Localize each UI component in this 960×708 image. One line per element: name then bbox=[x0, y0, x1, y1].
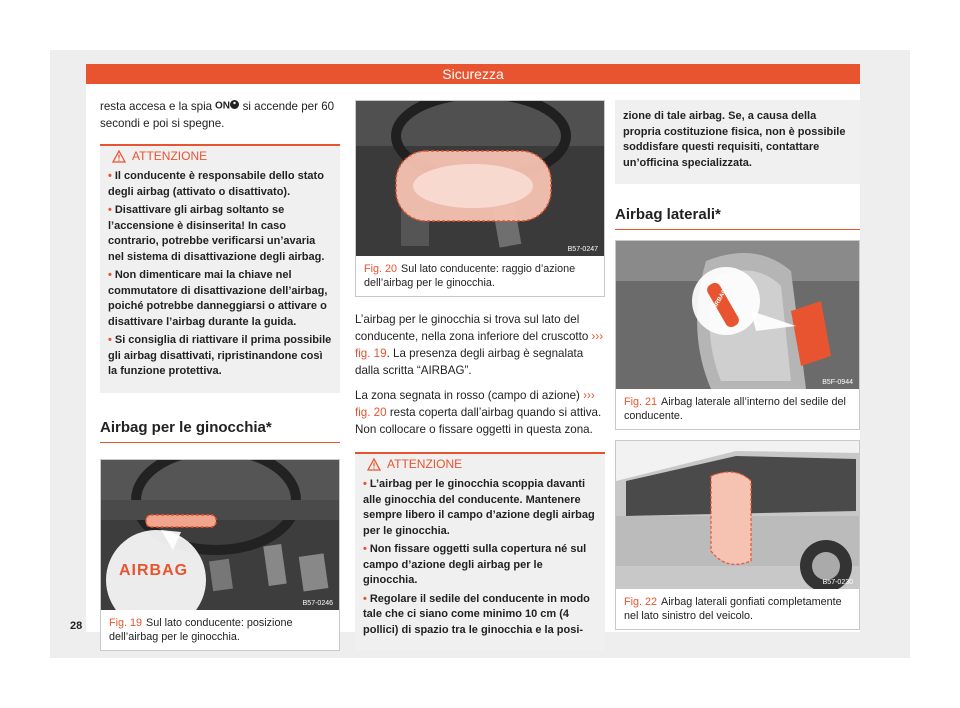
knee-airbag-deployment-image bbox=[356, 101, 604, 256]
figure-caption: Fig. 21 Airbag laterale all’interno del sedile del conducente. bbox=[624, 396, 846, 422]
warning-box bbox=[355, 452, 605, 651]
warning-item: • Si consiglia di riattivare il prima possibile gli airbag disattivati, ripristinandone così la funzione protettiva. bbox=[108, 334, 332, 378]
side-airbag-seat-image bbox=[616, 241, 859, 389]
airbag-label: AIRBAG bbox=[711, 288, 729, 312]
figure-21 bbox=[615, 240, 860, 430]
warning-item: • Disattivare gli airbag soltanto se l’accensione è disinserita! In caso contrario, potrebbe verificarsi un’avaria nel sistema di disattivazione degli airbag. bbox=[108, 204, 325, 263]
column-left bbox=[100, 92, 340, 651]
figure-caption: Fig. 22 Airbag laterali gonfiati completamente nel lato sinistro del veicolo. bbox=[624, 596, 842, 622]
paragraph-knee-airbag-location: L’airbag per le ginocchia si trova sul lato del conducente, nella zona inferiore del cruscotto ››› fig. 19. La presenza degli airbag è segnalata dalla scritta “AIRBAG”. bbox=[355, 313, 604, 377]
intro-paragraph: resta accesa e la spia ON si accende per 60 secondi e poi si spegne. bbox=[100, 100, 335, 131]
figure-reference-link[interactable]: ››› fig. 20 bbox=[355, 389, 595, 419]
figure-caption: Fig. 19 Sul lato conducente: posizione dell’airbag per le ginocchia. bbox=[109, 616, 293, 643]
figure-caption: Fig. 20 Sul lato conducente: raggio d’azione dell’airbag per le ginocchia. bbox=[364, 263, 576, 289]
warning-item: • Non fissare oggetti sulla copertura né sul campo d’azione degli airbag per le ginocchia. bbox=[363, 543, 587, 586]
warning-box-continued: zione di tale airbag. Se, a causa della propria costituzione fisica, non è possibile soddisfare questi requisiti, contattare un’officina specializzata. bbox=[615, 100, 860, 184]
column-middle bbox=[355, 100, 605, 651]
side-airbags-inflated-image bbox=[616, 441, 859, 589]
section-title-side-airbags: Airbag laterali* bbox=[615, 206, 860, 230]
figure-code: B57-0246 bbox=[302, 599, 333, 607]
warning-item: • Regolare il sedile del conducente in modo tale che ci siano come minimo 10 cm (4 pollici) di spazio tra le ginocchia e la posi- bbox=[363, 592, 590, 636]
warning-item: • Non dimenticare mai la chiave nel commutatore di disattivazione dell’airbag, poiché potrebbe danneggiarsi o attivare o disattivare l’airbag durante la guida. bbox=[108, 269, 328, 328]
warning-box bbox=[100, 144, 340, 393]
column-right bbox=[615, 100, 860, 630]
svg-text:ON: ON bbox=[215, 100, 231, 111]
warning-item: • Il conducente è responsabile dello stato degli airbag (attivato o disattivato). bbox=[108, 170, 324, 198]
warning-triangle-icon bbox=[367, 458, 381, 471]
figure-22 bbox=[615, 440, 860, 630]
airbag-label: AIRBAG bbox=[119, 561, 189, 579]
airbag-off-indicator-icon bbox=[215, 98, 239, 115]
figure-code: B5F-0944 bbox=[822, 379, 853, 386]
warning-triangle-icon bbox=[112, 150, 126, 163]
section-header: Sicurezza bbox=[86, 64, 860, 84]
warning-title: ATTENZIONE bbox=[112, 146, 332, 166]
warning-item: • L’airbag per le ginocchia scoppia davanti alle ginocchia del conducente. Mantenere sempre libero il campo d’azione degli airbag per le ginocchia. bbox=[363, 478, 595, 537]
figure-code: B57-0247 bbox=[567, 246, 598, 253]
figure-20 bbox=[355, 100, 605, 297]
page-number: 28 bbox=[70, 620, 83, 632]
knee-airbag-location-image bbox=[101, 460, 339, 610]
warning-title: ATTENZIONE bbox=[367, 454, 597, 474]
paragraph-red-zone: La zona segnata in rosso (campo di azione) ››› fig. 20 resta coperta dall’airbag quando si attiva. Non collocare o fissare oggetti in questa zona. bbox=[355, 389, 602, 436]
figure-code: B57-0230 bbox=[822, 579, 853, 586]
section-title-knee-airbag: Airbag per le ginocchia* bbox=[100, 419, 340, 443]
figure-19 bbox=[100, 459, 340, 651]
figure-reference-link[interactable]: ››› fig. 19 bbox=[355, 330, 604, 360]
